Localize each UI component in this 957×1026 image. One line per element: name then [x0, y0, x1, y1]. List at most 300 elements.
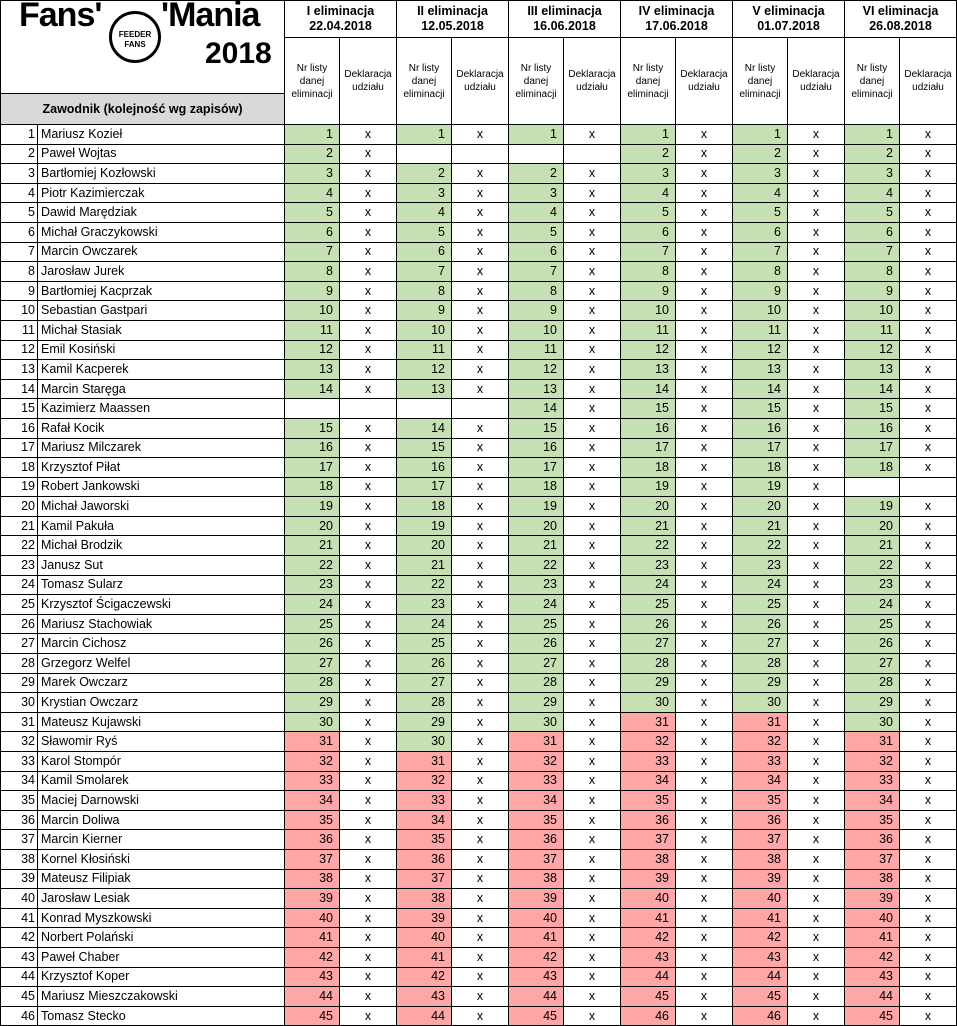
declaration-cell: x: [340, 516, 397, 536]
table-row: [1, 947, 957, 967]
list-number-cell: 34: [733, 771, 788, 791]
declaration-cell: x: [900, 634, 957, 654]
declaration-cell: x: [340, 556, 397, 576]
elimination-header: I eliminacja 22.04.2018: [285, 1, 397, 38]
list-number-cell: 6: [621, 222, 676, 242]
player-name: Kamil Smolarek: [38, 771, 285, 791]
list-number-cell: 43: [397, 987, 452, 1007]
list-number-cell: 25: [845, 614, 900, 634]
list-number-cell: 32: [733, 732, 788, 752]
list-number-cell: 15: [733, 399, 788, 419]
declaration-cell: x: [340, 732, 397, 752]
table-row: [1, 477, 957, 497]
list-number-cell: 12: [733, 340, 788, 360]
declaration-cell: x: [900, 556, 957, 576]
row-number: 8: [1, 262, 38, 282]
table-row: [1, 536, 957, 556]
declaration-cell: x: [452, 262, 509, 282]
list-number-cell: 16: [733, 418, 788, 438]
declaration-cell: x: [900, 987, 957, 1007]
declaration-cell: x: [564, 125, 621, 145]
list-number-cell: 11: [733, 320, 788, 340]
list-number-cell: 24: [845, 595, 900, 615]
list-number-cell: 44: [621, 967, 676, 987]
list-number-cell: 41: [285, 928, 340, 948]
declaration-cell: x: [676, 477, 733, 497]
row-number: 7: [1, 242, 38, 262]
list-number-cell: 42: [509, 947, 564, 967]
list-number-cell: 9: [621, 281, 676, 301]
list-number-cell: 41: [621, 908, 676, 928]
declaration-cell: x: [564, 438, 621, 458]
declaration-cell: x: [452, 477, 509, 497]
declaration-cell: x: [900, 967, 957, 987]
list-number-cell: 24: [621, 575, 676, 595]
declaration-cell: x: [900, 673, 957, 693]
list-number-cell: [397, 144, 452, 164]
declaration-cell: x: [564, 595, 621, 615]
list-number-cell: 6: [845, 222, 900, 242]
list-number-cell: 33: [509, 771, 564, 791]
declaration-cell: x: [788, 791, 845, 811]
list-number-cell: 15: [509, 418, 564, 438]
list-number-cell: 27: [509, 654, 564, 674]
list-number-cell: 34: [621, 771, 676, 791]
list-number-cell: 9: [509, 301, 564, 321]
list-number-cell: 20: [621, 497, 676, 517]
list-number-cell: 2: [397, 164, 452, 184]
list-number-cell: 24: [397, 614, 452, 634]
declaration-cell: x: [900, 281, 957, 301]
declaration-cell: x: [900, 360, 957, 380]
row-number: 22: [1, 536, 38, 556]
declaration-cell: x: [676, 791, 733, 811]
list-number-cell: 28: [397, 693, 452, 713]
declaration-cell: x: [788, 693, 845, 713]
list-number-cell: 21: [397, 556, 452, 576]
declaration-cell: x: [340, 889, 397, 909]
list-number-cell: 44: [733, 967, 788, 987]
list-number-cell: 1: [845, 125, 900, 145]
declaration-cell: x: [564, 281, 621, 301]
declaration-cell: x: [788, 399, 845, 419]
declaration-cell: x: [340, 242, 397, 262]
declaration-cell: x: [788, 928, 845, 948]
declaration-cell: x: [564, 634, 621, 654]
list-number-cell: 23: [397, 595, 452, 615]
row-number: 4: [1, 183, 38, 203]
row-number: 13: [1, 360, 38, 380]
list-number-cell: 16: [509, 438, 564, 458]
list-number-cell: 7: [733, 242, 788, 262]
declaration-cell: x: [900, 575, 957, 595]
list-number-cell: 10: [285, 301, 340, 321]
list-number-header: Nr listy danej eliminacji: [509, 38, 564, 125]
player-name: Jarosław Jurek: [38, 262, 285, 282]
declaration-cell: x: [900, 947, 957, 967]
declaration-cell: x: [452, 712, 509, 732]
list-number-cell: 40: [845, 908, 900, 928]
declaration-cell: x: [900, 908, 957, 928]
list-number-cell: 14: [733, 379, 788, 399]
list-number-cell: 20: [285, 516, 340, 536]
list-number-cell: 37: [733, 830, 788, 850]
elimination-header: II eliminacja 12.05.2018: [397, 1, 509, 38]
row-number: 16: [1, 418, 38, 438]
declaration-cell: x: [900, 712, 957, 732]
declaration-cell: x: [676, 183, 733, 203]
table-row: [1, 418, 957, 438]
list-number-cell: 15: [397, 438, 452, 458]
player-name: Michał Stasiak: [38, 320, 285, 340]
list-number-cell: 25: [509, 614, 564, 634]
list-number-cell: 39: [733, 869, 788, 889]
list-number-cell: 28: [285, 673, 340, 693]
list-number-cell: 40: [621, 889, 676, 909]
declaration-cell: x: [564, 164, 621, 184]
logo-text-right: 'Mania: [161, 0, 260, 34]
declaration-cell: x: [900, 830, 957, 850]
list-number-cell: 42: [621, 928, 676, 948]
table-row: [1, 732, 957, 752]
list-number-cell: 41: [733, 908, 788, 928]
list-number-cell: [397, 399, 452, 419]
list-number-cell: 45: [509, 1006, 564, 1026]
declaration-cell: x: [340, 438, 397, 458]
elimination-header: III eliminacja 16.06.2018: [509, 1, 621, 38]
list-number-cell: 20: [845, 516, 900, 536]
table-row: [1, 144, 957, 164]
declaration-cell: x: [340, 379, 397, 399]
row-number: 12: [1, 340, 38, 360]
player-column-header: Zawodnik (kolejność wg zapisów): [1, 94, 285, 125]
player-name: Kornel Kłosiński: [38, 849, 285, 869]
list-number-cell: 39: [509, 889, 564, 909]
declaration-cell: x: [788, 418, 845, 438]
declaration-cell: x: [564, 575, 621, 595]
declaration-cell: x: [340, 262, 397, 282]
declaration-cell: x: [340, 1006, 397, 1026]
declaration-cell: x: [340, 830, 397, 850]
list-number-cell: 35: [733, 791, 788, 811]
player-name: Paweł Chaber: [38, 947, 285, 967]
declaration-cell: x: [340, 810, 397, 830]
declaration-cell: [340, 399, 397, 419]
list-number-cell: 22: [733, 536, 788, 556]
list-number-cell: 7: [509, 262, 564, 282]
declaration-cell: x: [900, 654, 957, 674]
declaration-cell: x: [676, 144, 733, 164]
list-number-cell: 5: [845, 203, 900, 223]
declaration-cell: x: [564, 673, 621, 693]
player-name: Kazimierz Maassen: [38, 399, 285, 419]
list-number-cell: 5: [509, 222, 564, 242]
elimination-header: IV eliminacja 17.06.2018: [621, 1, 733, 38]
row-number: 5: [1, 203, 38, 223]
declaration-cell: x: [564, 1006, 621, 1026]
list-number-cell: 30: [733, 693, 788, 713]
player-name: Mariusz Kozieł: [38, 125, 285, 145]
player-name: Bartłomiej Kozłowski: [38, 164, 285, 184]
list-number-cell: 11: [621, 320, 676, 340]
declaration-cell: x: [900, 752, 957, 772]
player-name: Mariusz Stachowiak: [38, 614, 285, 634]
list-number-cell: 37: [509, 849, 564, 869]
row-number: 10: [1, 301, 38, 321]
list-number-cell: 28: [621, 654, 676, 674]
declaration-cell: x: [676, 516, 733, 536]
declaration-cell: x: [676, 712, 733, 732]
list-number-cell: 21: [733, 516, 788, 536]
table-row: [1, 595, 957, 615]
declaration-cell: x: [900, 320, 957, 340]
table-row: [1, 516, 957, 536]
declaration-cell: [452, 144, 509, 164]
declaration-cell: x: [900, 301, 957, 321]
declaration-cell: x: [340, 418, 397, 438]
list-number-cell: 18: [397, 497, 452, 517]
player-name: Mateusz Kujawski: [38, 712, 285, 732]
declaration-cell: x: [900, 693, 957, 713]
list-number-cell: 9: [397, 301, 452, 321]
declaration-cell: x: [564, 379, 621, 399]
list-number-cell: 31: [733, 712, 788, 732]
declaration-cell: x: [564, 203, 621, 223]
list-number-cell: 25: [733, 595, 788, 615]
declaration-cell: x: [788, 536, 845, 556]
declaration-cell: x: [452, 791, 509, 811]
declaration-cell: x: [788, 908, 845, 928]
declaration-cell: x: [788, 340, 845, 360]
player-name: Bartłomiej Kacprzak: [38, 281, 285, 301]
declaration-cell: x: [676, 1006, 733, 1026]
declaration-cell: x: [564, 458, 621, 478]
declaration-cell: x: [452, 125, 509, 145]
player-name: Paweł Wojtas: [38, 144, 285, 164]
row-number: 42: [1, 928, 38, 948]
list-number-cell: 35: [285, 810, 340, 830]
declaration-cell: x: [340, 164, 397, 184]
list-number-cell: 34: [285, 791, 340, 811]
declaration-header: Deklaracja udziału: [564, 38, 621, 125]
declaration-cell: x: [676, 399, 733, 419]
player-name: Jarosław Lesiak: [38, 889, 285, 909]
declaration-cell: x: [340, 183, 397, 203]
list-number-cell: 23: [733, 556, 788, 576]
row-number: 37: [1, 830, 38, 850]
declaration-cell: x: [788, 497, 845, 517]
list-number-cell: 45: [285, 1006, 340, 1026]
list-number-cell: 9: [845, 281, 900, 301]
player-name: Sławomir Ryś: [38, 732, 285, 752]
declaration-cell: x: [788, 752, 845, 772]
list-number-cell: 12: [509, 360, 564, 380]
list-number-cell: 31: [845, 732, 900, 752]
declaration-cell: x: [340, 849, 397, 869]
declaration-cell: x: [788, 1006, 845, 1026]
declaration-cell: x: [900, 164, 957, 184]
list-number-cell: [509, 144, 564, 164]
declaration-cell: x: [340, 144, 397, 164]
row-number: 38: [1, 849, 38, 869]
player-name: Marcin Staręga: [38, 379, 285, 399]
declaration-cell: x: [900, 458, 957, 478]
declaration-cell: x: [788, 438, 845, 458]
list-number-cell: 6: [733, 222, 788, 242]
table-row: [1, 810, 957, 830]
table-row: [1, 301, 957, 321]
declaration-header: Deklaracja udziału: [900, 38, 957, 125]
declaration-cell: x: [452, 987, 509, 1007]
list-number-cell: 27: [285, 654, 340, 674]
list-number-cell: 38: [509, 869, 564, 889]
declaration-cell: x: [676, 125, 733, 145]
declaration-cell: x: [676, 203, 733, 223]
list-number-cell: 27: [733, 634, 788, 654]
list-number-cell: 43: [509, 967, 564, 987]
row-number: 26: [1, 614, 38, 634]
declaration-cell: x: [340, 575, 397, 595]
declaration-cell: x: [788, 360, 845, 380]
table-row: [1, 889, 957, 909]
list-number-header: Nr listy danej eliminacji: [621, 38, 676, 125]
declaration-cell: x: [340, 497, 397, 517]
list-number-cell: 30: [621, 693, 676, 713]
declaration-cell: x: [788, 830, 845, 850]
list-number-cell: 29: [285, 693, 340, 713]
player-name: Marek Owczarz: [38, 673, 285, 693]
list-number-cell: 31: [397, 752, 452, 772]
declaration-cell: x: [788, 849, 845, 869]
row-number: 17: [1, 438, 38, 458]
declaration-cell: x: [452, 281, 509, 301]
declaration-cell: x: [676, 752, 733, 772]
declaration-cell: x: [452, 732, 509, 752]
table-row: [1, 320, 957, 340]
list-number-cell: 23: [509, 575, 564, 595]
list-number-cell: 30: [285, 712, 340, 732]
declaration-cell: x: [340, 693, 397, 713]
list-number-cell: 21: [621, 516, 676, 536]
declaration-cell: x: [564, 516, 621, 536]
declaration-cell: x: [452, 340, 509, 360]
row-number: 1: [1, 125, 38, 145]
declaration-cell: x: [788, 281, 845, 301]
declaration-cell: x: [452, 1006, 509, 1026]
declaration-cell: x: [788, 712, 845, 732]
declaration-cell: x: [788, 673, 845, 693]
list-number-cell: 32: [621, 732, 676, 752]
list-number-cell: 14: [509, 399, 564, 419]
table-row: [1, 830, 957, 850]
declaration-cell: x: [340, 654, 397, 674]
declaration-cell: x: [452, 242, 509, 262]
row-number: 31: [1, 712, 38, 732]
list-number-cell: 12: [845, 340, 900, 360]
list-number-cell: 13: [285, 360, 340, 380]
declaration-cell: x: [900, 340, 957, 360]
declaration-cell: x: [452, 595, 509, 615]
declaration-cell: x: [676, 869, 733, 889]
declaration-cell: x: [564, 418, 621, 438]
declaration-header: Deklaracja udziału: [676, 38, 733, 125]
list-number-cell: 32: [509, 752, 564, 772]
declaration-cell: x: [676, 693, 733, 713]
declaration-cell: x: [452, 771, 509, 791]
list-number-cell: 7: [621, 242, 676, 262]
list-number-cell: 40: [509, 908, 564, 928]
declaration-cell: x: [564, 360, 621, 380]
declaration-cell: x: [900, 242, 957, 262]
declaration-cell: x: [564, 399, 621, 419]
declaration-cell: x: [452, 752, 509, 772]
declaration-cell: x: [564, 869, 621, 889]
table-row: [1, 791, 957, 811]
row-number: 11: [1, 320, 38, 340]
player-name: Robert Jankowski: [38, 477, 285, 497]
declaration-cell: x: [788, 634, 845, 654]
player-name: Piotr Kazimierczak: [38, 183, 285, 203]
list-number-cell: 6: [397, 242, 452, 262]
list-number-cell: 44: [845, 987, 900, 1007]
list-number-cell: 29: [509, 693, 564, 713]
declaration-cell: x: [676, 889, 733, 909]
list-number-cell: 20: [397, 536, 452, 556]
list-number-cell: 14: [285, 379, 340, 399]
list-number-cell: 8: [621, 262, 676, 282]
declaration-cell: x: [564, 497, 621, 517]
list-number-cell: 8: [397, 281, 452, 301]
declaration-cell: x: [564, 928, 621, 948]
declaration-cell: x: [788, 516, 845, 536]
list-number-cell: 22: [621, 536, 676, 556]
table-row: [1, 222, 957, 242]
list-number-cell: 41: [397, 947, 452, 967]
list-number-cell: 29: [733, 673, 788, 693]
player-name: Michał Jaworski: [38, 497, 285, 517]
list-number-cell: 9: [733, 281, 788, 301]
list-number-header: Nr listy danej eliminacji: [845, 38, 900, 125]
list-number-cell: 20: [733, 497, 788, 517]
player-name: Kamil Kacperek: [38, 360, 285, 380]
list-number-cell: 13: [397, 379, 452, 399]
declaration-header: Deklaracja udziału: [340, 38, 397, 125]
list-number-cell: 22: [845, 556, 900, 576]
list-number-cell: 37: [621, 830, 676, 850]
list-number-cell: 45: [621, 987, 676, 1007]
declaration-cell: x: [788, 203, 845, 223]
declaration-cell: x: [452, 556, 509, 576]
declaration-cell: x: [452, 458, 509, 478]
table-row: [1, 712, 957, 732]
list-number-cell: 45: [733, 987, 788, 1007]
list-number-cell: 42: [285, 947, 340, 967]
declaration-cell: x: [788, 987, 845, 1007]
table-row: [1, 849, 957, 869]
elimination-header: VI eliminacja 26.08.2018: [845, 1, 957, 38]
row-number: 34: [1, 771, 38, 791]
declaration-cell: x: [676, 830, 733, 850]
declaration-cell: x: [564, 320, 621, 340]
list-number-cell: 45: [845, 1006, 900, 1026]
declaration-cell: x: [340, 928, 397, 948]
list-number-cell: 17: [285, 458, 340, 478]
declaration-cell: x: [900, 399, 957, 419]
list-number-cell: 19: [397, 516, 452, 536]
table-row: [1, 928, 957, 948]
declaration-cell: x: [340, 771, 397, 791]
list-number-cell: 31: [285, 732, 340, 752]
